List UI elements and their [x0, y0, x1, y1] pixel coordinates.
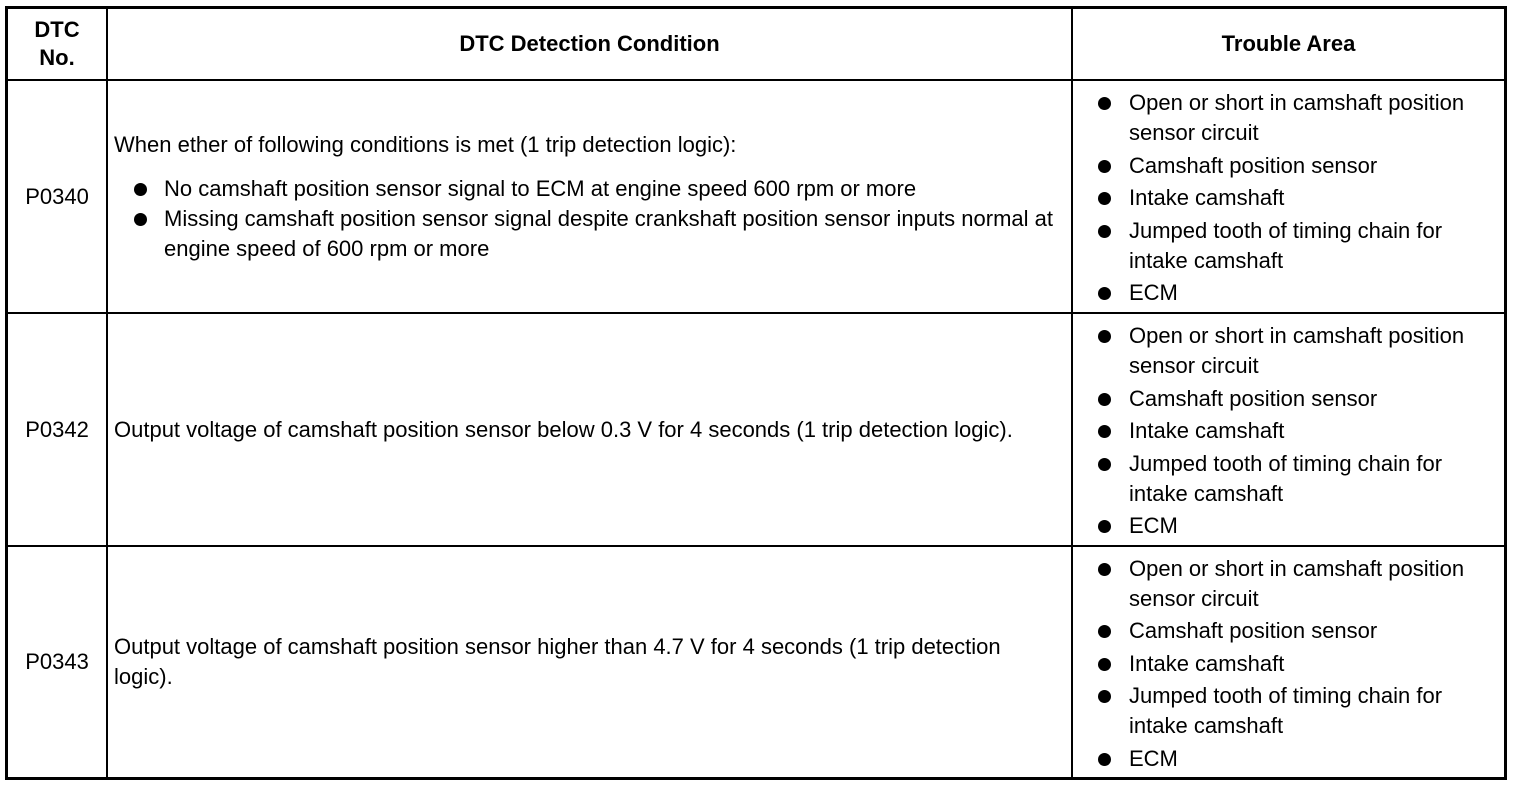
detection-condition: [108, 81, 1073, 312]
trouble-item-text: Open or short in camshaft position sensor circuit: [1129, 323, 1465, 379]
header-dtc-no-label: DTC No.: [34, 17, 80, 70]
trouble-item: [1073, 449, 1494, 509]
bullet-icon: [1098, 658, 1111, 671]
header-condition: [108, 9, 1073, 79]
trouble-item: [1073, 151, 1494, 181]
condition-lead: When ether of following conditions is met (1 trip detection logic):: [114, 131, 737, 157]
trouble-item-text: Intake camshaft: [1129, 650, 1285, 676]
dtc-table: [5, 6, 1507, 780]
trouble-item-text: ECM: [1129, 513, 1178, 539]
trouble-item: [1073, 744, 1494, 774]
trouble-area: [1073, 547, 1504, 777]
trouble-item: [1073, 216, 1494, 276]
condition-item-text: No camshaft position sensor signal to ECM at engine speed 600 rpm or more: [164, 175, 917, 201]
trouble-item-text: ECM: [1129, 745, 1178, 771]
bullet-icon: [1098, 563, 1111, 576]
bullet-icon: [1098, 393, 1111, 406]
bullet-icon: [1098, 287, 1111, 300]
trouble-item-text: Camshaft position sensor: [1129, 152, 1378, 178]
trouble-item: [1073, 384, 1494, 414]
trouble-item: [1073, 321, 1494, 381]
condition-text: Output voltage of camshaft position sensor below 0.3 V for 4 seconds (1 trip detection logic).: [114, 416, 1013, 442]
trouble-item-text: Camshaft position sensor: [1129, 618, 1378, 644]
table-row: [8, 547, 1504, 777]
bullet-icon: [134, 213, 147, 226]
table-row: [8, 314, 1504, 547]
trouble-item: [1073, 649, 1494, 679]
trouble-item: [1073, 616, 1494, 646]
trouble-area: [1073, 314, 1504, 545]
bullet-icon: [1098, 330, 1111, 343]
bullet-icon: [1098, 425, 1111, 438]
trouble-item-text: Jumped tooth of timing chain for intake camshaft: [1129, 450, 1443, 506]
dtc-code: P0342: [8, 314, 108, 545]
trouble-item-text: Intake camshaft: [1129, 185, 1285, 211]
bullet-icon: [1098, 97, 1111, 110]
trouble-item-text: Jumped tooth of timing chain for intake camshaft: [1129, 683, 1443, 739]
trouble-area: [1073, 81, 1504, 312]
bullet-icon: [134, 183, 147, 196]
bullet-icon: [1098, 458, 1111, 471]
trouble-item: [1073, 511, 1494, 541]
header-trouble-area: [1073, 9, 1504, 79]
bullet-icon: [1098, 225, 1111, 238]
detection-condition: [108, 547, 1073, 777]
header-dtc-no: [8, 9, 108, 79]
detection-condition: [108, 314, 1073, 545]
condition-item-text: Missing camshaft position sensor signal despite crankshaft position sensor inputs normal at engine speed of 600 rpm or more: [164, 205, 1054, 261]
condition-item: [114, 174, 1063, 204]
bullet-icon: [1098, 625, 1111, 638]
trouble-item-text: Camshaft position sensor: [1129, 385, 1378, 411]
bullet-icon: [1098, 520, 1111, 533]
trouble-list: [1073, 88, 1494, 311]
bullet-icon: [1098, 690, 1111, 703]
trouble-item-text: Open or short in camshaft position sensor circuit: [1129, 555, 1465, 611]
table-row: [8, 81, 1504, 314]
trouble-list: [1073, 554, 1494, 777]
bullet-icon: [1098, 753, 1111, 766]
header-trouble-area-label: Trouble Area: [1221, 31, 1356, 56]
trouble-item: [1073, 183, 1494, 213]
trouble-item: [1073, 278, 1494, 308]
table-header-row: [8, 9, 1504, 81]
trouble-item-text: Intake camshaft: [1129, 418, 1285, 444]
trouble-list: [1073, 321, 1494, 544]
trouble-item: [1073, 88, 1494, 148]
trouble-item: [1073, 681, 1494, 741]
trouble-item: [1073, 416, 1494, 446]
header-condition-label: DTC Detection Condition: [459, 31, 720, 56]
condition-item: [114, 204, 1063, 264]
trouble-item: [1073, 554, 1494, 614]
condition-text: Output voltage of camshaft position sensor higher than 4.7 V for 4 seconds (1 trip detection logic).: [114, 634, 1001, 689]
bullet-icon: [1098, 160, 1111, 173]
condition-list: [114, 174, 1063, 264]
dtc-code: P0340: [8, 81, 108, 312]
trouble-item-text: ECM: [1129, 280, 1178, 306]
dtc-code: P0343: [8, 547, 108, 777]
bullet-icon: [1098, 192, 1111, 205]
trouble-item-text: Jumped tooth of timing chain for intake camshaft: [1129, 217, 1443, 273]
trouble-item-text: Open or short in camshaft position sensor circuit: [1129, 90, 1465, 146]
